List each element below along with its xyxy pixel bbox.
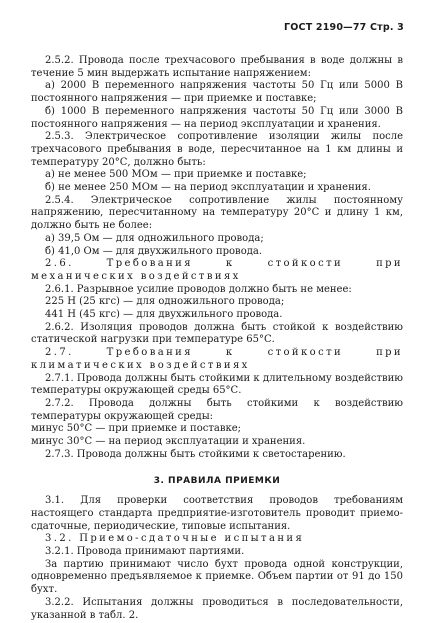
paragraph-2-7-1: 2.7.1. Провода должны быть стойкими к длительному воздействию температуры окружающей среды 65°С. [31,372,403,397]
paragraph-3-2-2: 3.2.2. Испытания должны проводиться в последовательности, указанной в табл. 2. [31,596,403,621]
item-minus-50: минус 50°С — при приемке и поставке; [31,423,241,435]
item-a-500mohm: а) не менее 500 МОм — при приемке и поставке; [45,169,307,181]
page-header: ГОСТ 2190—77 Стр. 3 [284,22,404,33]
item-a-39-5ohm: а) 39,5 Ом — для одножильного провода; [45,232,264,244]
item-441n: 441 Н (45 кгс) — для двухжильного провода. [45,309,283,321]
paragraph-3-2-1: 3.2.1. Провода принимают партиями. [45,546,245,558]
item-b-250mohm: б) не менее 250 МОм — на период эксплуатации и хранения. [45,182,371,194]
item-b-1000v: б) 1000 В переменного напряжения частоты 50 Гц или 3000 В постоянного напряжения — на период эксплуатации и хранения. [31,105,403,130]
paragraph-2-7-2: 2.7.2. Провода должны быть стойкими к воздействию температуры окружающей среды: [31,397,403,422]
document-body [31,55,403,622]
paragraph-2-6-1: 2.6.1. Разрывное усилие проводов должно быть не менее: [45,283,352,295]
paragraph-2-5-3: 2.5.3. Электрическое сопротивление изоляции жилы после трехчасового пребывания в воде, пересчитанное на 1 км длины и температуру 20°С, должно быть: [31,131,403,168]
paragraph-2-5-4: 2.5.4. Электрическое сопротивление жилы постоянному напряжению, пересчитанному на температуру 20°С и длину 1 км, должно быть не более: [31,194,403,232]
paragraph-2-7-3: 2.7.3. Провода должны быть стойкими к светостарению. [45,448,346,460]
paragraph-2-6-2: 2.6.2. Изоляция проводов должна быть стойкой к воздействию статической нагрузки при температуре 65°С. [31,321,403,346]
paragraph-lot-size: За партию принимают число бухт провода одной конструкции, одновременно предъявляемое к приемке. Объем партии от 91 до 150 бухт. [31,558,403,596]
paragraph-3-1: 3.1. Для проверки соответствия проводов требованиям настоящего стандарта предприятие-изготовитель проводит приемо-сдаточные, периодические, типовые испытания. [31,495,403,532]
item-225n: 225 Н (25 кгс) — для одножильного провода; [45,296,285,308]
paragraph-2-5-2: 2.5.2. Провода после трехчасового пребывания в воде должны в течение 5 мин выдержать испытание напряжением: [31,55,403,79]
item-minus-30: минус 30°С — на период эксплуатации и хранения. [31,436,306,448]
item-b-41ohm: б) 41,0 Ом — для двухжильного провода. [45,245,263,257]
heading-3-2: 3.2. Приемо-сдаточные испытания [45,533,305,545]
heading-2-6: 2.6. Требования к стойкости при механических воздействиях [31,258,403,282]
heading-2-7: 2.7. Требования к стойкости при климатических воздействиях [31,347,403,371]
item-a-2000v: а) 2000 В переменного напряжения частоты 50 Гц или 5000 В постоянного напряжения — при приемке и поставке; [31,80,403,105]
section-title: 3. ПРАВИЛА ПРИЕМКИ [153,475,281,486]
